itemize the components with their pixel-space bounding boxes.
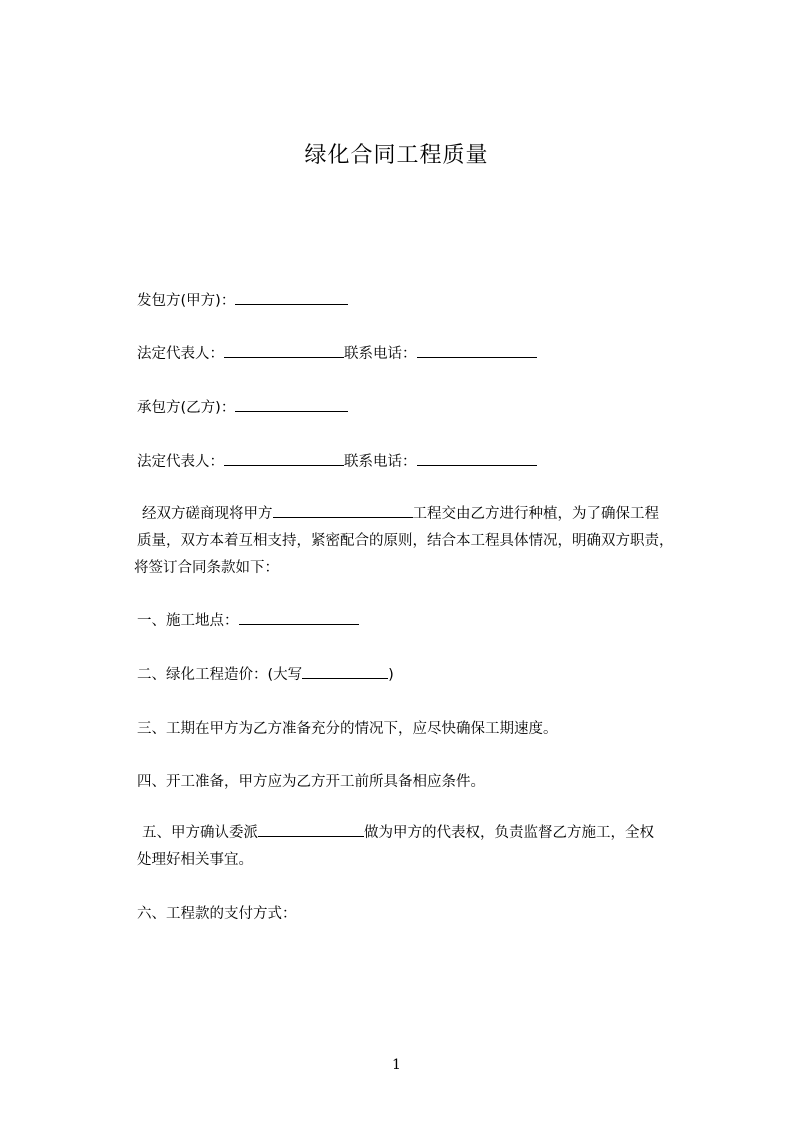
clause-2-blank [302,664,388,679]
clause-6 [137,903,297,925]
party-a-rep-line [137,343,537,365]
clause-2 [137,664,394,686]
page-number: 1 [392,1057,401,1073]
party-b-legal-rep-blank [224,451,344,466]
party-a-legal-rep-label: 法定代表人： [137,346,224,362]
party-a-legal-rep-blank [224,343,344,358]
clause-5-text-3: 处理好相关事宜。 [137,852,253,868]
party-b-phone-blank [417,451,537,466]
party-b-rep-line [137,451,537,473]
intro-text-4: 将签订合同条款如下： [134,560,279,576]
clause-6-text: 六、工程款的支付方式： [137,906,297,922]
document-title: 绿化合同工程质量 [304,143,489,168]
clause-4 [137,771,485,793]
party-a-phone-label: 联系电话： [344,346,417,362]
clause-4-text: 四、开工准备，甲方应为乙方开工前所具备相应条件。 [137,774,485,790]
party-b-label: 承包方(乙方)： [137,400,236,416]
intro-line-3 [134,555,279,582]
party-a-line [137,290,348,312]
party-b-blank [235,397,348,412]
clause-5-representative-blank [258,822,364,837]
party-b-phone-label: 联系电话： [344,454,417,470]
intro-line-2 [137,528,674,555]
party-b-legal-rep-label: 法定代表人： [137,454,224,470]
party-a-blank [235,290,348,305]
clause-2-label: 二、绿化工程造价：(大写 [137,667,303,683]
party-b-line [137,397,348,419]
party-a-phone-blank [417,343,537,358]
clause-5-text-1: 五、甲方确认委派 [142,825,258,841]
intro-text-2: 工程交由乙方进行种植，为了确保工程 [412,506,659,522]
intro-line-1 [142,501,659,528]
clause-5-line-1 [142,820,654,847]
clause-5-text-2: 做为甲方的代表权，负责监督乙方施工，全权 [364,825,654,841]
intro-text-3: 质量，双方本着互相支持，紧密配合的原则，结合本工程具体情况，明确双方职责， [137,533,674,549]
clause-3 [137,718,558,740]
clause-1-blank [239,610,359,625]
intro-text-1: 经双方磋商现将甲方 [142,506,273,522]
clause-5-line-2 [137,847,253,874]
intro-project-blank [273,503,413,518]
party-a-label: 发包方(甲方)： [137,293,236,309]
clause-3-text: 三、工期在甲方为乙方准备充分的情况下，应尽快确保工期速度。 [137,721,558,737]
clause-2-close: ) [388,667,394,683]
clause-1 [137,610,359,632]
clause-1-label: 一、施工地点： [137,613,239,629]
